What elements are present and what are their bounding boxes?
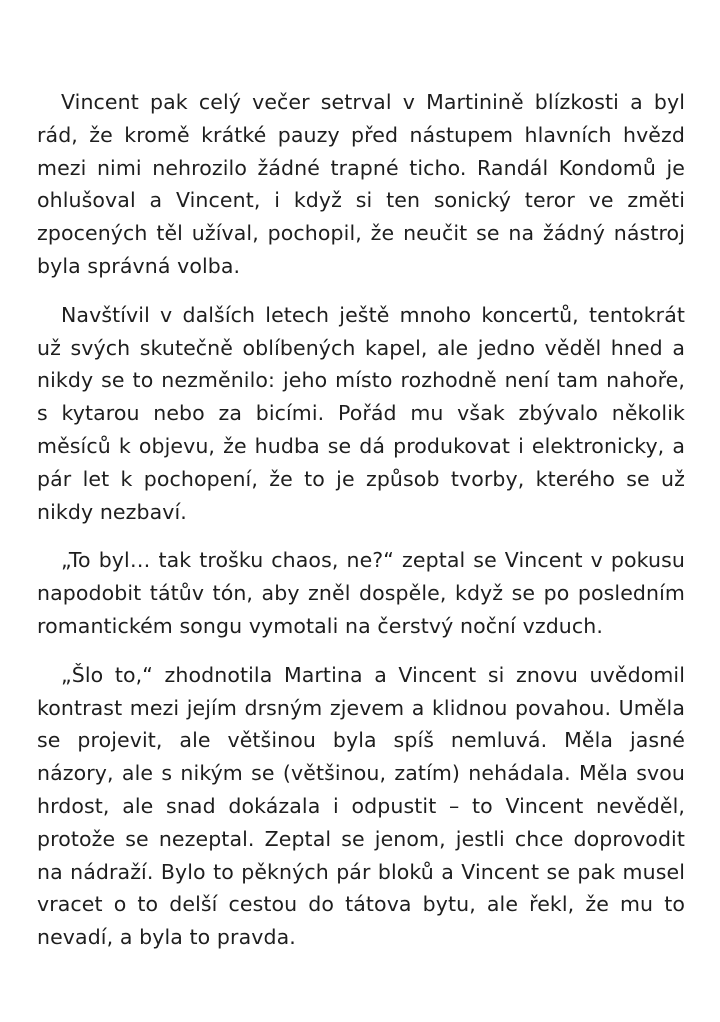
paragraph-3: „To byl… tak trošku chaos, ne?“ zeptal se Vincent v pokusu napodobit tátův tón, aby zněl dospěle, když se po posledním romantickém songu vymotali na čerstvý noční vzduch. (37, 548, 685, 638)
paragraph-2: Navštívil v dalších letech ještě mnoho koncertů, tentokrát už svých skutečně oblíbených kapel, ale jedno věděl hned a nikdy se to nezměnilo: jeho místo rozhodně není tam nahoře, s kytarou nebo za bicími. Pořád mu však zbývalo několik měsíců k objevu, že hudba se dá produkovat i elektronicky, a pár let k pochopení, že to je způsob tvorby, kterého se už nikdy nezbaví. (37, 302, 685, 524)
paragraph-1: Vincent pak celý večer setrval v Martinině blízkosti a byl rád, že kromě krátké pauzy před nástupem hlavních hvězd mezi nimi nehrozilo žádné trapné ticho. Randál Kondomů je ohlušoval a Vincent, i když si ten sonický teror ve změti zpocených těl užíval, pochopil, že neučit se na žádný nástroj byla správná volba. (37, 90, 685, 278)
book-page (37, 86, 685, 954)
paragraph-4: „Šlo to,“ zhodnotila Martina a Vincent si znovu uvědomil kontrast mezi jejím drsným zjevem a klidnou povahou. Uměla se projevit, ale většinou byla spíš nemluvá. Měla jasné názory, ale s nikým se (většinou, zatím) nehádala. Měla svou hrdost, ale snad dokázala i odpustit – to Vincent nevěděl, protože se nezeptal. Zeptal se jenom, jestli chce doprovodit na nádraží. Bylo to pěkných pár bloků a Vincent se pak musel vracet o to delší cestou do tátova bytu, ale řekl, že mu to nevadí, a byla to pravda. (37, 662, 685, 950)
